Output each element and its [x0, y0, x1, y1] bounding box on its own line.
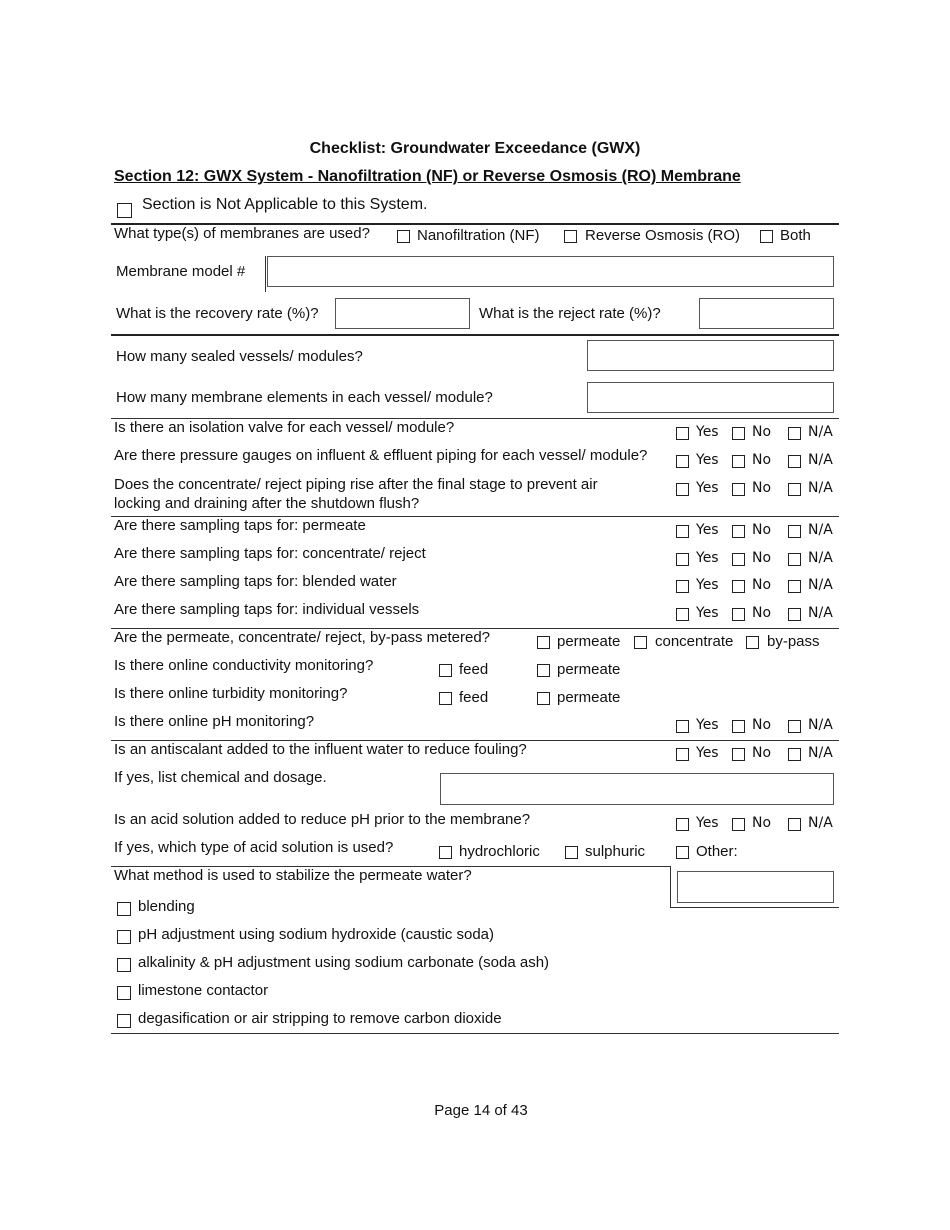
no-label: No: [752, 550, 772, 566]
caustic-soda-checkbox[interactable]: [117, 930, 131, 944]
blending-checkbox[interactable]: [117, 902, 131, 916]
na-label: N/A: [808, 480, 833, 496]
model-separator: [265, 256, 266, 292]
no-label: No: [752, 745, 772, 761]
caustic-soda-label: pH adjustment using sodium hydroxide (caustic soda): [138, 926, 495, 943]
no-label: No: [752, 605, 772, 621]
turbidity-question: Is there online turbidity monitoring?: [114, 685, 348, 702]
tap-vessels-no-checkbox[interactable]: [732, 608, 745, 621]
na-label: N/A: [808, 424, 833, 440]
tap-concentrate-question: Are there sampling taps for: concentrate/ reject: [114, 545, 426, 562]
conductivity-permeate-checkbox[interactable]: [537, 664, 550, 677]
divider: [111, 334, 839, 336]
limestone-checkbox[interactable]: [117, 986, 131, 1000]
na-label: N/A: [808, 745, 833, 761]
page-number: Page 14 of 43: [434, 1102, 528, 1119]
yes-label: Yes: [696, 745, 719, 761]
membrane-type-question: What type(s) of membranes are used?: [114, 225, 370, 242]
other-box-frame-bottom: [670, 907, 839, 908]
yes-label: Yes: [696, 480, 719, 496]
na-label: N/A: [808, 815, 833, 831]
no-label: No: [752, 815, 772, 831]
degasification-label: degasification or air stripping to remove carbon dioxide: [138, 1010, 502, 1027]
membrane-model-label: Membrane model #: [116, 263, 246, 280]
degasification-checkbox[interactable]: [117, 1014, 131, 1028]
hydrochloric-label: hydrochloric: [459, 843, 540, 860]
tap-permeate-no-checkbox[interactable]: [732, 525, 745, 538]
tap-vessels-na-checkbox[interactable]: [788, 608, 801, 621]
stabilize-question: What method is used to stabilize the permeate water?: [114, 867, 472, 884]
tap-blended-na-checkbox[interactable]: [788, 580, 801, 593]
pressure-gauges-question: Are there pressure gauges on influent & effluent piping for each vessel/ module?: [114, 447, 648, 464]
recovery-rate-input[interactable]: [335, 298, 470, 329]
turbidity-permeate-checkbox[interactable]: [537, 692, 550, 705]
sulphuric-label: sulphuric: [585, 843, 646, 860]
tap-concentrate-na-checkbox[interactable]: [788, 553, 801, 566]
divider: [111, 1033, 839, 1034]
tap-permeate-yes-checkbox[interactable]: [676, 525, 689, 538]
acid-yes-checkbox[interactable]: [676, 818, 689, 831]
metered-concentrate-checkbox[interactable]: [634, 636, 647, 649]
other-acid-label: Other:: [696, 843, 738, 860]
yes-label: Yes: [696, 550, 719, 566]
na-label: N/A: [808, 452, 833, 468]
pressure-gauges-no-checkbox[interactable]: [732, 455, 745, 468]
blending-label: blending: [138, 898, 195, 915]
acid-type-question: If yes, which type of acid solution is used?: [114, 839, 394, 856]
turbidity-permeate-label: permeate: [557, 689, 621, 706]
membrane-elements-input[interactable]: [587, 382, 834, 413]
not-applicable-checkbox[interactable]: [117, 203, 132, 218]
ph-monitoring-question: Is there online pH monitoring?: [114, 713, 315, 730]
na-label: N/A: [808, 717, 833, 733]
membrane-model-input[interactable]: [267, 256, 834, 287]
other-box-frame: [670, 866, 671, 908]
tap-permeate-na-checkbox[interactable]: [788, 525, 801, 538]
ph-monitoring-no-checkbox[interactable]: [732, 720, 745, 733]
yes-label: Yes: [696, 522, 719, 538]
ro-checkbox[interactable]: [564, 230, 577, 243]
isolation-valve-no-checkbox[interactable]: [732, 427, 745, 440]
isolation-valve-question: Is there an isolation valve for each vessel/ module?: [114, 419, 455, 436]
soda-ash-checkbox[interactable]: [117, 958, 131, 972]
other-acid-checkbox[interactable]: [676, 846, 689, 859]
reject-rate-input[interactable]: [699, 298, 834, 329]
turbidity-feed-checkbox[interactable]: [439, 692, 452, 705]
na-label: N/A: [808, 605, 833, 621]
na-label: N/A: [808, 550, 833, 566]
piping-rise-na-checkbox[interactable]: [788, 483, 801, 496]
conductivity-feed-label: feed: [459, 661, 489, 678]
hydrochloric-checkbox[interactable]: [439, 846, 452, 859]
yes-label: Yes: [696, 815, 719, 831]
no-label: No: [752, 424, 772, 440]
metered-bypass-checkbox[interactable]: [746, 636, 759, 649]
antiscalant-no-checkbox[interactable]: [732, 748, 745, 761]
sealed-vessels-label: How many sealed vessels/ modules?: [116, 348, 363, 365]
ro-label: Reverse Osmosis (RO): [585, 227, 741, 244]
pressure-gauges-yes-checkbox[interactable]: [676, 455, 689, 468]
sulphuric-checkbox[interactable]: [565, 846, 578, 859]
page-title: Checklist: Groundwater Exceedance (GWX): [309, 140, 641, 157]
tap-concentrate-yes-checkbox[interactable]: [676, 553, 689, 566]
isolation-valve-na-checkbox[interactable]: [788, 427, 801, 440]
ph-monitoring-na-checkbox[interactable]: [788, 720, 801, 733]
acid-na-checkbox[interactable]: [788, 818, 801, 831]
tap-blended-question: Are there sampling taps for: blended water: [114, 573, 397, 590]
tap-concentrate-no-checkbox[interactable]: [732, 553, 745, 566]
tap-vessels-question: Are there sampling taps for: individual vessels: [114, 601, 420, 618]
ph-monitoring-yes-checkbox[interactable]: [676, 720, 689, 733]
yes-label: Yes: [696, 577, 719, 593]
metered-bypass-label: by-pass: [767, 633, 820, 650]
recovery-rate-label: What is the recovery rate (%)?: [116, 305, 319, 322]
piping-rise-yes-checkbox[interactable]: [676, 483, 689, 496]
chemical-dosage-input[interactable]: [440, 773, 834, 805]
antiscalant-question: Is an antiscalant added to the influent water to reduce fouling?: [114, 741, 527, 758]
metered-permeate-checkbox[interactable]: [537, 636, 550, 649]
soda-ash-label: alkalinity & pH adjustment using sodium carbonate (soda ash): [138, 954, 550, 971]
metered-concentrate-label: concentrate: [655, 633, 734, 650]
tap-blended-no-checkbox[interactable]: [732, 580, 745, 593]
section-title: Section 12: GWX System - Nanofiltration (NF) or Reverse Osmosis (RO) Membrane: [114, 168, 741, 185]
tap-permeate-question: Are there sampling taps for: permeate: [114, 517, 366, 534]
not-applicable-label: Section is Not Applicable to this System.: [142, 196, 428, 213]
na-label: N/A: [808, 577, 833, 593]
reject-rate-label: What is the reject rate (%)?: [479, 305, 661, 322]
na-label: N/A: [808, 522, 833, 538]
no-label: No: [752, 480, 772, 496]
no-label: No: [752, 522, 772, 538]
piping-rise-no-checkbox[interactable]: [732, 483, 745, 496]
membrane-elements-label: How many membrane elements in each vessel/ module?: [116, 389, 493, 406]
antiscalant-yes-checkbox[interactable]: [676, 748, 689, 761]
chemical-dosage-label: If yes, list chemical and dosage.: [114, 769, 327, 786]
isolation-valve-yes-checkbox[interactable]: [676, 427, 689, 440]
metered-question: Are the permeate, concentrate/ reject, by-pass metered?: [114, 629, 491, 646]
both-label: Both: [780, 227, 811, 244]
conductivity-question: Is there online conductivity monitoring?: [114, 657, 374, 674]
conductivity-feed-checkbox[interactable]: [439, 664, 452, 677]
antiscalant-na-checkbox[interactable]: [788, 748, 801, 761]
nf-label: Nanofiltration (NF): [417, 227, 540, 244]
no-label: No: [752, 452, 772, 468]
conductivity-permeate-label: permeate: [557, 661, 621, 678]
yes-label: Yes: [696, 452, 719, 468]
pressure-gauges-na-checkbox[interactable]: [788, 455, 801, 468]
acid-no-checkbox[interactable]: [732, 818, 745, 831]
both-checkbox[interactable]: [760, 230, 773, 243]
no-label: No: [752, 717, 772, 733]
tap-blended-yes-checkbox[interactable]: [676, 580, 689, 593]
yes-label: Yes: [696, 717, 719, 733]
nf-checkbox[interactable]: [397, 230, 410, 243]
piping-rise-question: Does the concentrate/ reject piping rise after the final stage to prevent air locking and draining after the shutdown flush?: [114, 476, 598, 512]
sealed-vessels-input[interactable]: [587, 340, 834, 371]
tap-vessels-yes-checkbox[interactable]: [676, 608, 689, 621]
acid-question: Is an acid solution added to reduce pH prior to the membrane?: [114, 811, 531, 828]
metered-permeate-label: permeate: [557, 633, 621, 650]
yes-label: Yes: [696, 424, 719, 440]
turbidity-feed-label: feed: [459, 689, 489, 706]
yes-label: Yes: [696, 605, 719, 621]
other-acid-input[interactable]: [677, 871, 834, 903]
no-label: No: [752, 577, 772, 593]
limestone-label: limestone contactor: [138, 982, 269, 999]
